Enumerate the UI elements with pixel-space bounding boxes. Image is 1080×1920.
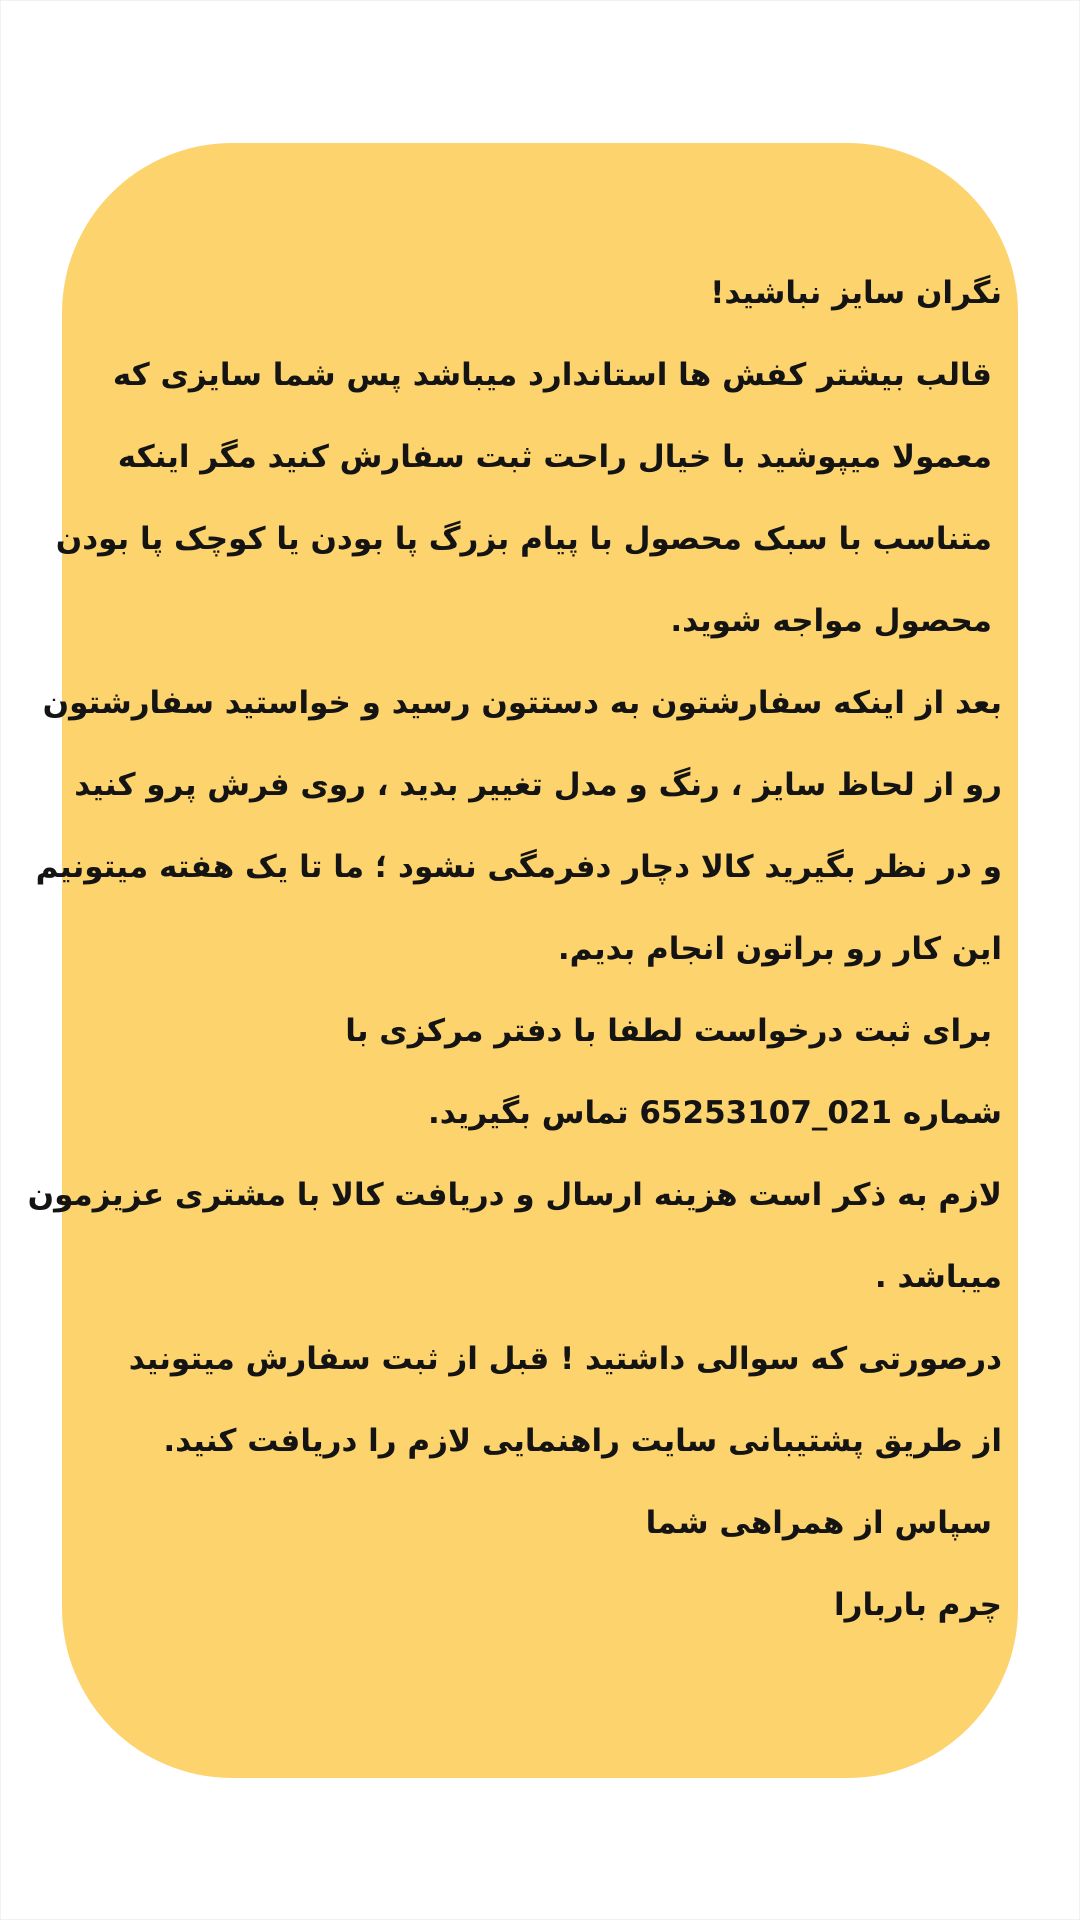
message-line: محصول مواجه شوید. xyxy=(670,603,992,639)
message-line: میباشد . xyxy=(874,1259,1002,1295)
size-policy-message xyxy=(27,262,1002,1656)
message-line: معمولا میپوشید با خیال راحت ثبت سفارش کنید مگر اینکه xyxy=(117,439,992,475)
message-line: رو از لحاظ سایز ، رنگ و مدل تغییر بدید ، روی فرش پرو کنید xyxy=(74,767,1002,803)
message-line: درصورتی که سوالی داشتید ! قبل از ثبت سفارش میتونید xyxy=(128,1341,1002,1377)
message-line: این کار رو براتون انجام بدیم. xyxy=(557,931,1002,967)
message-line: قالب بیشتر کفش ها استاندارد میباشد پس شما سایزی که xyxy=(112,357,992,393)
message-title: نگران سایز نباشید! xyxy=(710,275,1002,311)
thanks-line: سپاس از همراهی شما xyxy=(645,1505,992,1541)
message-line: متناسب با سبک محصول با پیام بزرگ پا بودن یا کوچک پا بودن xyxy=(55,521,992,557)
phone-line: شماره 021_65253107 تماس بگیرید. xyxy=(428,1095,1002,1131)
message-line: و در نظر بگیرید کالا دچار دفرمگی نشود ؛ ما تا یک هفته میتونیم xyxy=(35,849,1002,885)
message-line: از طریق پشتیبانی سایت راهنمایی لازم را دریافت کنید. xyxy=(163,1423,1002,1459)
message-line: برای ثبت درخواست لطفا با دفتر مرکزی با xyxy=(345,1013,992,1049)
message-line: بعد از اینکه سفارشتون به دستتون رسید و خواستید سفارشتون xyxy=(42,685,1002,721)
brand-signature: چرم باربارا xyxy=(833,1587,1002,1623)
message-line: لازم به ذکر است هزینه ارسال و دریافت کالا با مشتری عزیزمون xyxy=(27,1177,1002,1213)
